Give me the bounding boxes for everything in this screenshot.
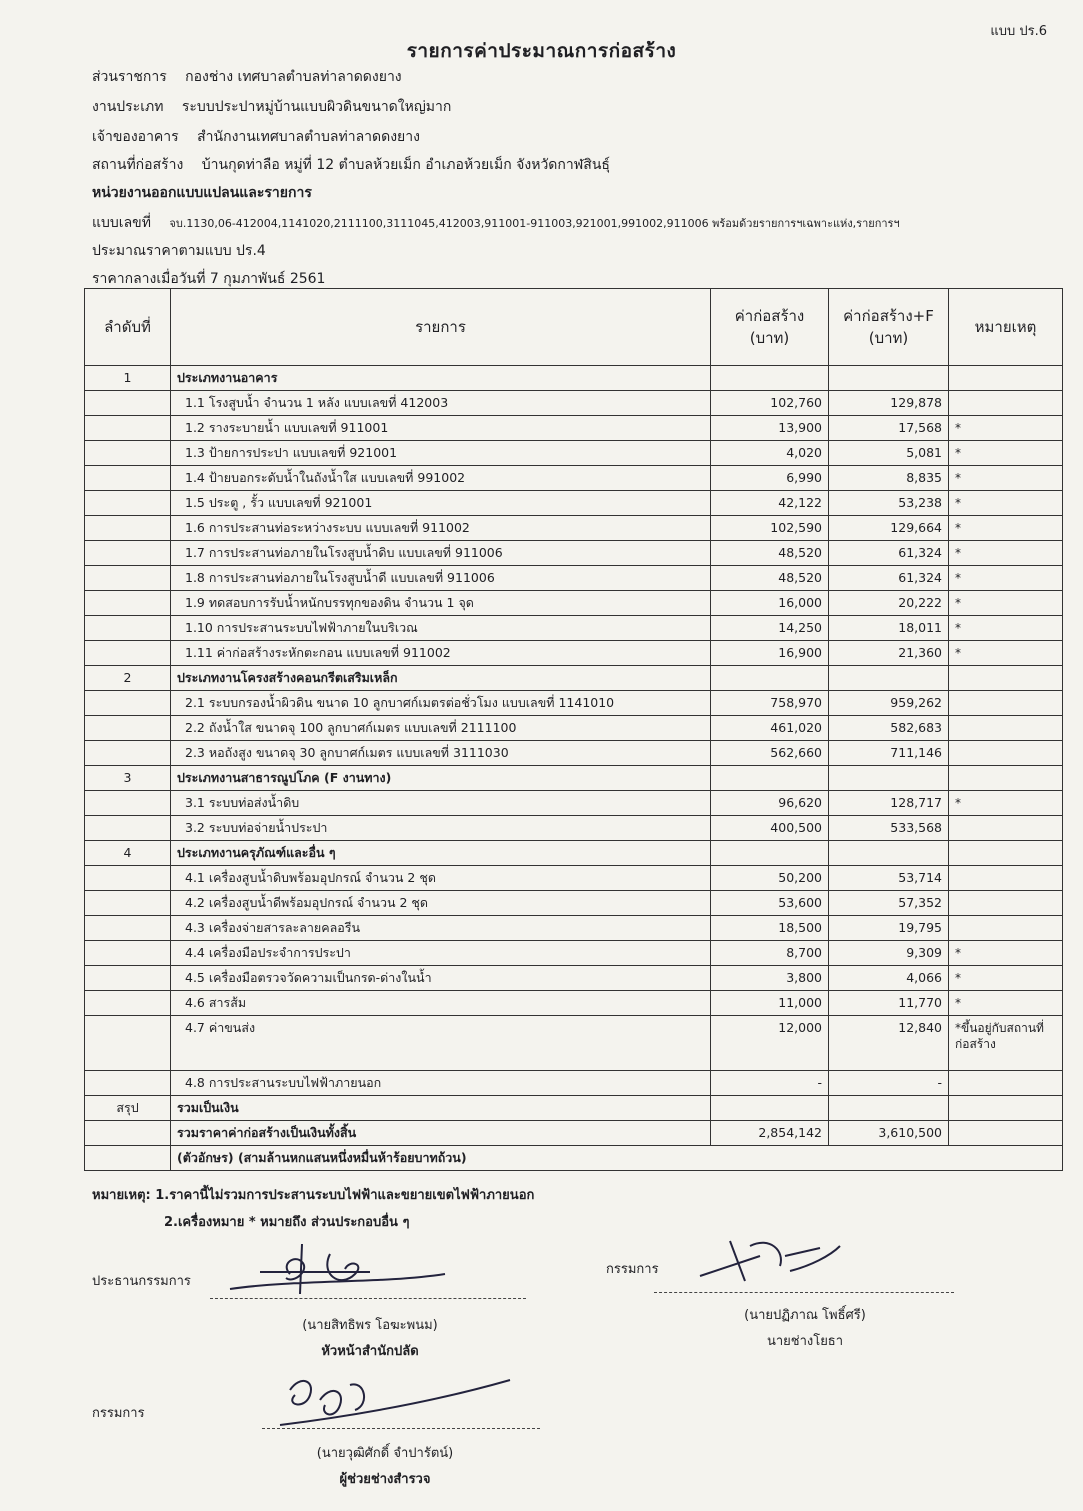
- row-no: [85, 516, 171, 541]
- row-no: [85, 716, 171, 741]
- estimate-ref-line: [92, 240, 266, 262]
- col-costf-title: ค่าก่อสร้าง+F: [843, 307, 934, 325]
- row-costf: 129,664: [829, 516, 949, 541]
- row-costf: [829, 666, 949, 691]
- row-remark: *: [949, 566, 1063, 591]
- table-row: [85, 516, 1063, 541]
- row-cost: 48,520: [711, 566, 829, 591]
- row-remark: [949, 691, 1063, 716]
- member2-label: กรรมการ: [92, 1406, 145, 1421]
- row-costf: 17,568: [829, 416, 949, 441]
- row-remark: *: [949, 541, 1063, 566]
- row-cost: 8,700: [711, 941, 829, 966]
- row-costf: [829, 766, 949, 791]
- row-no: [85, 466, 171, 491]
- row-desc: ประเภทงานสาธารณูปโภค (F งานทาง): [171, 766, 711, 791]
- table-row: [85, 541, 1063, 566]
- row-no: [85, 391, 171, 416]
- row-costf: 18,011: [829, 616, 949, 641]
- row-remark: *: [949, 491, 1063, 516]
- row-remark: [949, 741, 1063, 766]
- row-costf: 5,081: [829, 441, 949, 466]
- price-date-line: [92, 268, 325, 290]
- row-costf: 4,066: [829, 966, 949, 991]
- member1-title: นายช่างโยธา: [766, 1334, 844, 1349]
- row-costf: 61,324: [829, 541, 949, 566]
- row-desc: 4.5 เครื่องมือตรวจวัดความเป็นกรด-ด่างในน้ำ: [171, 966, 711, 991]
- site-label: สถานที่ก่อสร้าง: [92, 157, 184, 173]
- member1-sign-line: [654, 1292, 954, 1293]
- row-desc: 4.6 สารส้ม: [171, 991, 711, 1016]
- chair-name: (นายสิทธิพร โอฆะพนม): [302, 1318, 438, 1333]
- row-remark: [949, 666, 1063, 691]
- row-desc: 2.1 ระบบกรองน้ำผิวดิน ขนาด 10 ลูกบาศก์เมตรต่อชั่วโมง แบบเลขที่ 1141010: [171, 691, 711, 716]
- words-no-cell: [85, 1146, 171, 1171]
- row-cost: 758,970: [711, 691, 829, 716]
- row-costf: 12,840: [829, 1016, 949, 1071]
- row-desc: 4.1 เครื่องสูบน้ำดิบพร้อมอุปกรณ์ จำนวน 2 ชุด: [171, 866, 711, 891]
- row-no: 2: [85, 666, 171, 691]
- row-no: [85, 1071, 171, 1096]
- row-no: [85, 966, 171, 991]
- total-words: (ตัวอักษร) (สามล้านหกแสนหนึ่งหมื่นห้าร้อยบาทถ้วน): [171, 1146, 1063, 1171]
- row-cost: 6,990: [711, 466, 829, 491]
- row-desc: 4.3 เครื่องจ่ายสารละลายคลอรีน: [171, 916, 711, 941]
- row-remark: [949, 766, 1063, 791]
- designer-label: หน่วยงานออกแบบแปลนและรายการ: [92, 185, 312, 201]
- row-no: [85, 616, 171, 641]
- col-costf-header: [829, 289, 949, 366]
- table-row: [85, 491, 1063, 516]
- row-remark: *: [949, 641, 1063, 666]
- row-cost: 14,250: [711, 616, 829, 641]
- col-no-header: ลำดับที่: [85, 289, 171, 366]
- row-remark: *: [949, 616, 1063, 641]
- table-header-row: [85, 289, 1063, 366]
- row-remark: *ขึ้นอยู่กับสถานที่ก่อสร้าง: [949, 1016, 1063, 1071]
- section-row: [85, 841, 1063, 866]
- sum-costf-cell: [829, 1096, 949, 1121]
- table-row: [85, 391, 1063, 416]
- row-remark: [949, 866, 1063, 891]
- row-costf: 57,352: [829, 891, 949, 916]
- row-no: [85, 541, 171, 566]
- site-value: บ้านกุดท่าลือ หมู่ที่ 12 ตำบลห้วยเม็ก อำเภอห้วยเม็ก จังหวัดกาฬสินธุ์: [201, 157, 610, 173]
- row-desc: ประเภทงานโครงสร้างคอนกรีตเสริมเหล็ก: [171, 666, 711, 691]
- row-desc: ประเภทงานอาคาร: [171, 366, 711, 391]
- row-desc: 4.8 การประสานระบบไฟฟ้าภายนอก: [171, 1071, 711, 1096]
- table-row: [85, 641, 1063, 666]
- col-cost-header: [711, 289, 829, 366]
- total-remark-cell: [949, 1121, 1063, 1146]
- row-desc: 1.4 ป้ายบอกระดับน้ำในถังน้ำใส แบบเลขที่ 991002: [171, 466, 711, 491]
- row-costf: 9,309: [829, 941, 949, 966]
- member1-signature-mark: [690, 1226, 850, 1290]
- row-costf: 20,222: [829, 591, 949, 616]
- summary-body: [85, 1096, 1063, 1171]
- row-costf: 53,714: [829, 866, 949, 891]
- row-costf: 61,324: [829, 566, 949, 591]
- row-remark: *: [949, 591, 1063, 616]
- row-costf: -: [829, 1071, 949, 1096]
- sum-label: รวมเป็นเงิน: [171, 1096, 711, 1121]
- row-cost: 400,500: [711, 816, 829, 841]
- row-remark: [949, 391, 1063, 416]
- work-type-value: ระบบประปาหมู่บ้านแบบผิวดินขนาดใหญ่มาก: [181, 99, 452, 115]
- work-type-label: งานประเภท: [92, 99, 164, 115]
- row-costf: 53,238: [829, 491, 949, 516]
- owner-line: [92, 126, 420, 148]
- member2-name: (นายวุฒิศักดิ์ จำปารัตน์): [316, 1446, 454, 1461]
- row-costf: 582,683: [829, 716, 949, 741]
- row-cost: 461,020: [711, 716, 829, 741]
- table-row: [85, 1016, 1063, 1071]
- row-remark: [949, 916, 1063, 941]
- row-no: [85, 866, 171, 891]
- row-cost: [711, 666, 829, 691]
- col-remark-header: หมายเหตุ: [949, 289, 1063, 366]
- row-no: [85, 741, 171, 766]
- row-costf: 533,568: [829, 816, 949, 841]
- table-row: [85, 466, 1063, 491]
- row-cost: 102,590: [711, 516, 829, 541]
- row-remark: [949, 891, 1063, 916]
- table-row: [85, 791, 1063, 816]
- row-cost: 18,500: [711, 916, 829, 941]
- chair-title: หัวหน้าสำนักปลัด: [321, 1344, 419, 1359]
- row-costf: 21,360: [829, 641, 949, 666]
- form-code: แบบ ปร.6: [990, 24, 1047, 39]
- row-remark: *: [949, 416, 1063, 441]
- col-costf-unit: (บาท): [868, 329, 909, 347]
- plan-no-label: แบบเลขที่: [92, 215, 151, 231]
- row-desc: 1.8 การประสานท่อภายในโรงสูบน้ำดี แบบเลขที่ 911006: [171, 566, 711, 591]
- row-cost: 96,620: [711, 791, 829, 816]
- total-no-cell: [85, 1121, 171, 1146]
- table-row: [85, 616, 1063, 641]
- row-desc: 4.7 ค่าขนส่ง: [171, 1016, 711, 1071]
- row-remark: [949, 366, 1063, 391]
- row-remark: [949, 1071, 1063, 1096]
- section-row: [85, 766, 1063, 791]
- row-desc: 2.2 ถังน้ำใส ขนาดจุ 100 ลูกบาศก์เมตร แบบเลขที่ 2111100: [171, 716, 711, 741]
- row-remark: [949, 841, 1063, 866]
- document-title: รายการค่าประมาณการก่อสร้าง: [406, 40, 677, 62]
- row-cost: 12,000: [711, 1016, 829, 1071]
- row-remark: *: [949, 941, 1063, 966]
- row-no: [85, 916, 171, 941]
- row-desc: 4.4 เครื่องมือประจำการประปา: [171, 941, 711, 966]
- row-cost: 50,200: [711, 866, 829, 891]
- total-words-row: [85, 1146, 1063, 1171]
- table-row: [85, 941, 1063, 966]
- table-row: [85, 691, 1063, 716]
- total-label: รวมราคาค่าก่อสร้างเป็นเงินทั้งสิ้น: [171, 1121, 711, 1146]
- notes: [92, 1184, 534, 1238]
- chair-label: ประธานกรรมการ: [92, 1274, 191, 1289]
- row-desc: 3.2 ระบบท่อจ่ายน้ำประปา: [171, 816, 711, 841]
- row-desc: 1.11 ค่าก่อสร้างระหักตะกอน แบบเลขที่ 911002: [171, 641, 711, 666]
- table-row: [85, 441, 1063, 466]
- owner-value: สำนักงานเทศบาลตำบลท่าลาดดงยาง: [197, 129, 420, 145]
- row-desc: 1.7 การประสานท่อภายในโรงสูบน้ำดิบ แบบเลขที่ 911006: [171, 541, 711, 566]
- row-no: [85, 1016, 171, 1071]
- row-no: [85, 791, 171, 816]
- owner-label: เจ้าของอาคาร: [92, 129, 179, 145]
- row-desc: 3.1 ระบบท่อส่งน้ำดิบ: [171, 791, 711, 816]
- col-cost-title: ค่าก่อสร้าง: [734, 307, 805, 325]
- section-row: [85, 366, 1063, 391]
- row-no: [85, 891, 171, 916]
- row-cost: 102,760: [711, 391, 829, 416]
- estimate-table-body: [85, 366, 1063, 1096]
- table-row: [85, 741, 1063, 766]
- total-cost: 2,854,142: [711, 1121, 829, 1146]
- row-cost: 4,020: [711, 441, 829, 466]
- row-desc: 1.3 ป้ายการประปา แบบเลขที่ 921001: [171, 441, 711, 466]
- row-costf: 959,262: [829, 691, 949, 716]
- row-cost: 42,122: [711, 491, 829, 516]
- row-cost: 13,900: [711, 416, 829, 441]
- sum-cost-cell: [711, 1096, 829, 1121]
- row-cost: [711, 366, 829, 391]
- row-desc: 1.10 การประสานระบบไฟฟ้าภายในบริเวณ: [171, 616, 711, 641]
- chair-signature-mark: [220, 1234, 460, 1304]
- member1-name: (นายปฏิภาณ โพธิ์ศรี): [744, 1308, 866, 1323]
- row-desc: 1.5 ประตู , รั้ว แบบเลขที่ 921001: [171, 491, 711, 516]
- row-desc: 1.9 ทดสอบการรับน้ำหนักบรรทุกของดิน จำนวน 1 จุด: [171, 591, 711, 616]
- row-costf: [829, 366, 949, 391]
- summary-label: สรุป: [85, 1096, 171, 1121]
- row-desc: 1.1 โรงสูบน้ำ จำนวน 1 หลัง แบบเลขที่ 412003: [171, 391, 711, 416]
- row-cost: [711, 766, 829, 791]
- row-no: [85, 591, 171, 616]
- site-line: [92, 154, 610, 176]
- row-desc: 1.2 รางระบายน้ำ แบบเลขที่ 911001: [171, 416, 711, 441]
- row-desc: 2.3 หอถังสูง ขนาดจุ 30 ลูกบาศก์เมตร แบบเลขที่ 3111030: [171, 741, 711, 766]
- row-desc: 4.2 เครื่องสูบน้ำดีพร้อมอุปกรณ์ จำนวน 2 ชุด: [171, 891, 711, 916]
- table-row: [85, 591, 1063, 616]
- row-costf: 8,835: [829, 466, 949, 491]
- table-row: [85, 991, 1063, 1016]
- summary-row: [85, 1096, 1063, 1121]
- row-no: [85, 816, 171, 841]
- row-remark: *: [949, 791, 1063, 816]
- row-remark: [949, 716, 1063, 741]
- row-cost: 562,660: [711, 741, 829, 766]
- row-costf: 11,770: [829, 991, 949, 1016]
- col-cost-unit: (บาท): [749, 329, 790, 347]
- row-remark: *: [949, 441, 1063, 466]
- total-row: [85, 1121, 1063, 1146]
- table-row: [85, 566, 1063, 591]
- table-row: [85, 891, 1063, 916]
- row-no: [85, 691, 171, 716]
- row-no: 3: [85, 766, 171, 791]
- plan-no-line: [92, 212, 900, 234]
- row-no: 1: [85, 366, 171, 391]
- note-1: หมายเหตุ: 1.ราคานี้ไม่รวมการประสานระบบไฟฟ้าและขยายเขตไฟฟ้าภายนอก: [92, 1188, 535, 1203]
- row-no: [85, 941, 171, 966]
- row-no: 4: [85, 841, 171, 866]
- row-costf: 128,717: [829, 791, 949, 816]
- row-no: [85, 566, 171, 591]
- row-cost: -: [711, 1071, 829, 1096]
- table-row: [85, 916, 1063, 941]
- section-row: [85, 666, 1063, 691]
- row-costf: 129,878: [829, 391, 949, 416]
- row-no: [85, 991, 171, 1016]
- row-cost: 53,600: [711, 891, 829, 916]
- table-row: [85, 416, 1063, 441]
- work-type-line: [92, 96, 451, 118]
- table-row: [85, 966, 1063, 991]
- agency-value: กองช่าง เทศบาลตำบลท่าลาดดงยาง: [185, 69, 402, 85]
- row-desc: 1.6 การประสานท่อระหว่างระบบ แบบเลขที่ 911002: [171, 516, 711, 541]
- row-no: [85, 441, 171, 466]
- row-cost: 3,800: [711, 966, 829, 991]
- estimate-ref: ประมาณราคาตามแบบ ปร.4: [92, 243, 266, 259]
- row-costf: 711,146: [829, 741, 949, 766]
- row-cost: 48,520: [711, 541, 829, 566]
- row-remark: *: [949, 516, 1063, 541]
- row-costf: 19,795: [829, 916, 949, 941]
- total-costf: 3,610,500: [829, 1121, 949, 1146]
- row-remark: *: [949, 966, 1063, 991]
- designer-line: [92, 182, 312, 204]
- member2-sign-line: [262, 1428, 540, 1429]
- table-row: [85, 866, 1063, 891]
- row-no: [85, 491, 171, 516]
- row-cost: 16,900: [711, 641, 829, 666]
- table-row: [85, 1071, 1063, 1096]
- plan-no-value: จบ.1130,06-412004,1141020,2111100,3111045,412003,911001-911003,921001,991002,911006 พร้อมด้วยรายการฯเฉพาะแห่ง,รายการฯ: [169, 217, 900, 230]
- row-costf: [829, 841, 949, 866]
- member2-title: ผู้ช่วยช่างสำรวจ: [339, 1472, 431, 1487]
- table-row: [85, 816, 1063, 841]
- sum-remark-cell: [949, 1096, 1063, 1121]
- row-remark: [949, 816, 1063, 841]
- estimate-table: [84, 288, 1063, 1171]
- table-row: [85, 716, 1063, 741]
- row-desc: ประเภทงานครุภัณฑ์และอื่น ๆ: [171, 841, 711, 866]
- agency-label: ส่วนราชการ: [92, 69, 167, 85]
- row-cost: [711, 841, 829, 866]
- chair-sign-line: [210, 1298, 526, 1299]
- row-no: [85, 641, 171, 666]
- row-no: [85, 416, 171, 441]
- row-remark: *: [949, 991, 1063, 1016]
- agency-line: [92, 66, 402, 88]
- row-cost: 16,000: [711, 591, 829, 616]
- row-cost: 11,000: [711, 991, 829, 1016]
- member1-label: กรรมการ: [606, 1262, 659, 1277]
- price-date: ราคากลางเมื่อวันที่ 7 กุมภาพันธ์ 2561: [92, 271, 326, 287]
- col-item-header: รายการ: [171, 289, 711, 366]
- note-2: 2.เครื่องหมาย * หมายถึง ส่วนประกอบอื่น ๆ: [164, 1215, 410, 1230]
- row-remark: *: [949, 466, 1063, 491]
